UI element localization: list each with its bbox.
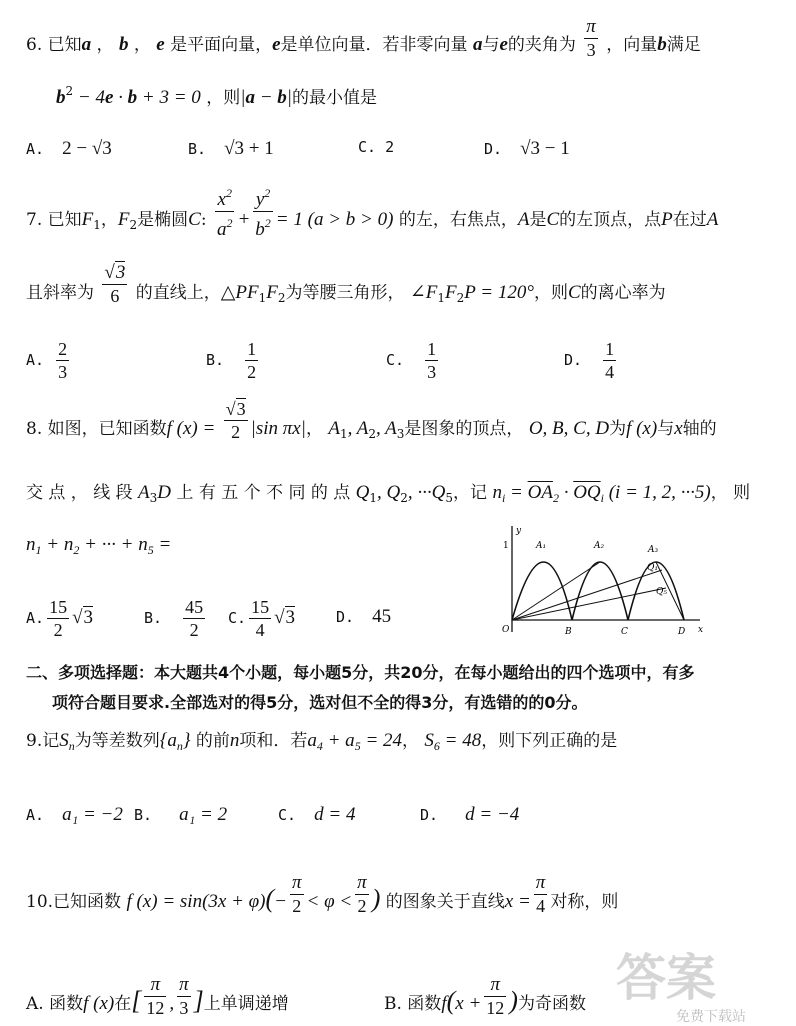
q9-option-c: C. d = 4	[278, 804, 356, 825]
section2-line2: 项符合题目要求.全部选对的得5分，选对但不全的得3分，有选错的的0分。	[52, 693, 588, 712]
q6-line1: 6. 已知a ， b ， e 是平面向量，e是单位向量．若非零向量 a与e的夹角为 $\frac{\pi}{3}$ ，向量b满足	[26, 16, 701, 60]
q7-line1: 7. 已知$F_1$，$F_2$是椭圆C: $\frac{x^2}{a^2}$ + $\frac{y^2}{b^2}$ = 1 (a > b > 0) 的左，右焦点，A是C的左顶点，点P在过A	[26, 186, 719, 240]
q8-option-c: C. $\frac{15}{4}$ √3	[228, 597, 295, 640]
q10-line1: 10.已知函数 f (x) = sin(3x + φ)(− $\frac{\pi}{2}$ < φ < $\frac{\pi}{2}$ ) 的图象关于直线x = $\frac{\pi}{4}$ 对称，则	[26, 872, 619, 916]
q8-function-graph	[500, 522, 705, 640]
watermark-text: 免费下载站	[676, 1009, 746, 1025]
q7-line2: 且斜率为 $\frac{√3}{6}$ 的直线上，$\triangle PF_1F_2$为等腰三角形， $\angle F_1F_2P = 120^\circ$，则C的离心率为	[26, 262, 666, 306]
q7-option-b: B. $\frac{1}{2}$	[206, 339, 257, 382]
graph-c: C	[621, 627, 628, 637]
q10-option-a: A. 函数f (x)在[ $\frac{\pi}{12}$ , $\frac{\pi}{3}$ ]上单调递增	[26, 974, 289, 1018]
q6-option-a: A. 2 − √3	[26, 138, 112, 159]
q9-option-d: D. d = −4	[420, 804, 520, 825]
graph-a3: A₃	[648, 545, 659, 555]
q7-option-a: A. $\frac{2}{3}$	[26, 339, 68, 382]
q6-option-c: C. 2	[358, 138, 395, 156]
q8-line2: 交 点 ， 线 段 $A_3D$ 上 有 五 个 不 同 的 点 $Q_1$, $Q_2$, $\cdot\cdot\cdot Q_5$，记 $n_i = \overline{OA}_2 \cdot \overline{OQ}_i$ (i = 1, 2, ···5)， 则	[26, 482, 751, 505]
q6-option-d: D. √3 − 1	[484, 138, 570, 159]
q8-line1: 8. 如图，已知函数f (x) = $\frac{√3}{2}$ |sin πx|， $A_1$, $A_2$, $A_3$是图象的顶点， O, B, C, D为f (x)与x轴的	[26, 399, 717, 442]
q9-option-b: B. a₁ = 2	[134, 804, 228, 825]
q7-option-d: D. $\frac{1}{4}$	[564, 339, 615, 382]
graph-a2: A₂	[594, 541, 605, 551]
graph-origin: O	[502, 625, 510, 635]
graph-b: B	[565, 627, 572, 637]
q8-option-a: A. $\frac{15}{2}$ √3	[26, 597, 93, 640]
q9-option-a: A. a₁ = −2	[26, 804, 123, 825]
q9-line1: 9.记$S_n$为等差数列$\{a_n\}$ 的前n项和．若$a_4 + a_5 = 24$， $S_6 = 48$，则下列正确的是	[26, 730, 618, 753]
graph-x-label: x	[698, 625, 704, 635]
q7-option-c: C. $\frac{1}{3}$	[386, 339, 437, 382]
q8-line3: $n_1 + n_2$ + ··· + $n_5$ =	[26, 534, 172, 557]
q8-option-d: D. 45	[336, 606, 392, 627]
graph-tick-1: 1	[503, 541, 509, 551]
q6-line2: $b^2 - 4e \cdot b + 3 = 0$ ，则|a − b|的最小值是	[56, 84, 378, 108]
graph-a1: A₁	[536, 541, 547, 551]
section2-line1: 二、多项选择题：本大题共4个小题，每小题5分，共20分，在每小题给出的四个选项中，有多	[26, 663, 695, 682]
graph-d: D	[678, 627, 686, 637]
q10-option-b: B. 函数f(x + $\frac{\pi}{12}$ )为奇函数	[384, 974, 586, 1018]
graph-q5: Q₅	[656, 587, 667, 597]
q8-option-b: B. $\frac{45}{2}$	[144, 597, 204, 640]
watermark-logo: 答案	[616, 949, 716, 1007]
graph-q1: Q₁	[647, 563, 658, 573]
graph-y-label: y	[516, 526, 522, 536]
q6-option-b: B. √3 + 1	[188, 138, 274, 159]
